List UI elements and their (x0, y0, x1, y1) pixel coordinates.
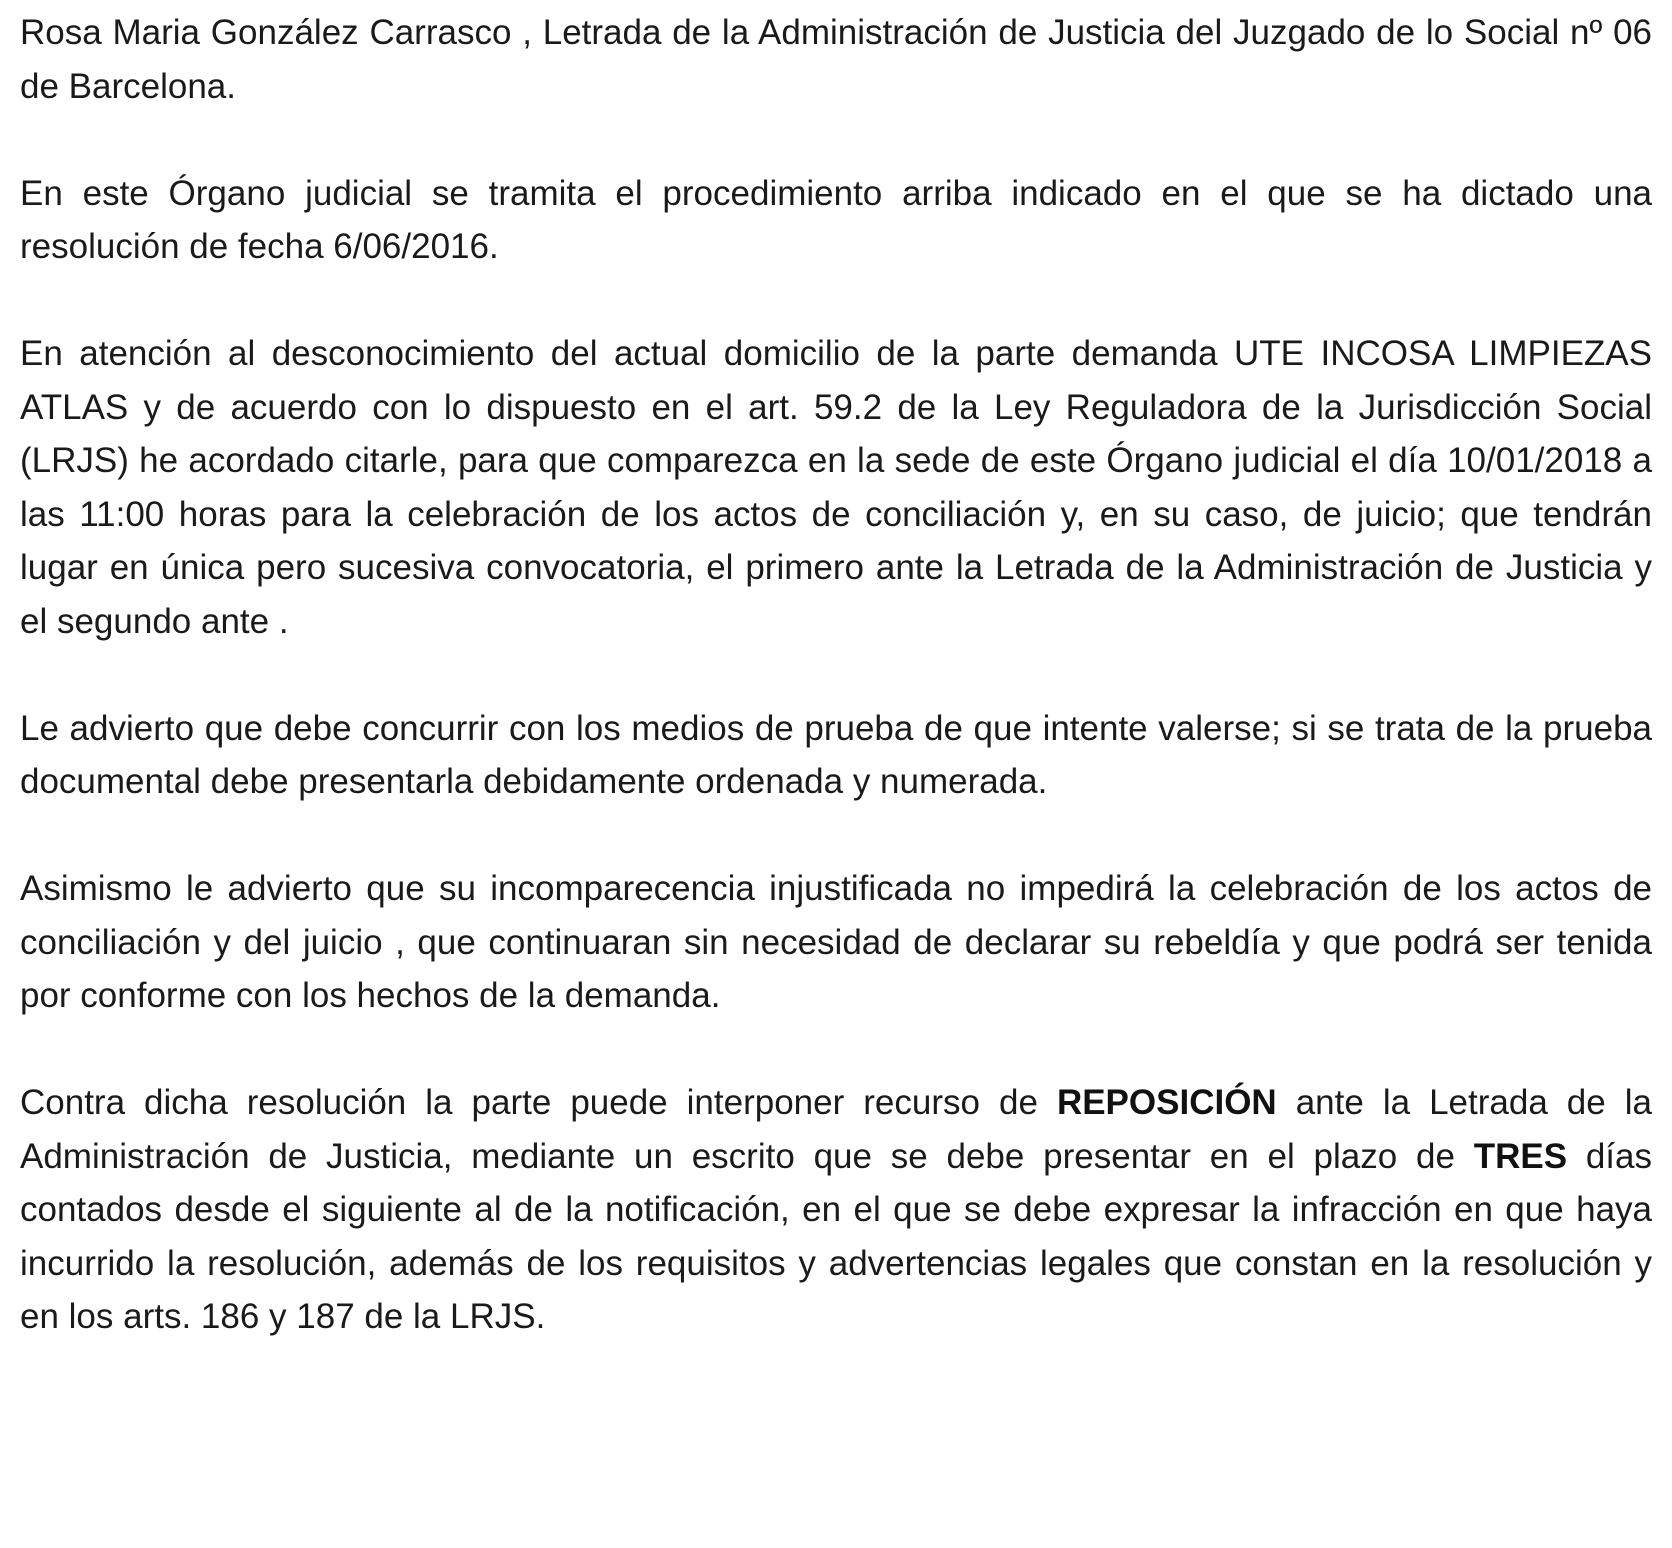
appeal-text-3: días contados desde el siguiente al de la notificación, en el que se debe expresar la infracción en que haya incurrido la resolución, además de los requisitos y advertencias legales que constan en la resolución y en los arts. 186 y 187 de la LRJS. (20, 1136, 1652, 1336)
appeal-text-1: Contra dicha resolución la parte puede interponer recurso de (20, 1083, 1057, 1122)
paragraph-appeal (20, 1076, 1652, 1344)
paragraph-procedure: En este Órgano judicial se tramita el procedimiento arriba indicado en el que se ha dictado una resolución de fecha 6/06/2016. (20, 173, 1652, 266)
paragraph-intro: Rosa Maria González Carrasco , Letrada de la Administración de Justicia del Juzgado de lo Social nº 06 de Barcelona. (20, 13, 1652, 106)
paragraph-absence-warning: Asimismo le advierto que su incomparecencia injustificada no impedirá la celebración de los actos de conciliación y del juicio , que continuaran sin necesidad de declarar su rebeldía y que podrá ser tenida por conforme con los hechos de la demanda. (20, 869, 1652, 1015)
appeal-type-bold: REPOSICIÓN (1056, 1083, 1277, 1122)
paragraph-citation: En atención al desconocimiento del actual domicilio de la parte demanda UTE INCOSA LIMPIEZAS ATLAS y de acuerdo con lo dispuesto en el art. 59.2 de la Ley Reguladora de la Jurisdicción Social (LRJS) he acordado citarle, para que comparezca en la sede de este Órgano judicial el día 10/01/2018 a las 11:00 horas para la celebración de los actos de conciliación y, en su caso, de juicio; que tendrán lugar en única pero sucesiva convocatoria, el primero ante la Letrada de la Administración de Justicia y el segundo ante . (20, 334, 1652, 641)
document-body (20, 6, 1652, 1344)
paragraph-evidence-warning: Le advierto que debe concurrir con los medios de prueba de que intente valerse; si se trata de la prueba documental debe presentarla debidamente ordenada y numerada. (20, 708, 1652, 801)
appeal-text-2: ante la Letrada de la Administración de Justicia, mediante un escrito que se debe presentar en el plazo de (20, 1083, 1652, 1176)
appeal-deadline-bold: TRES (1473, 1136, 1568, 1176)
